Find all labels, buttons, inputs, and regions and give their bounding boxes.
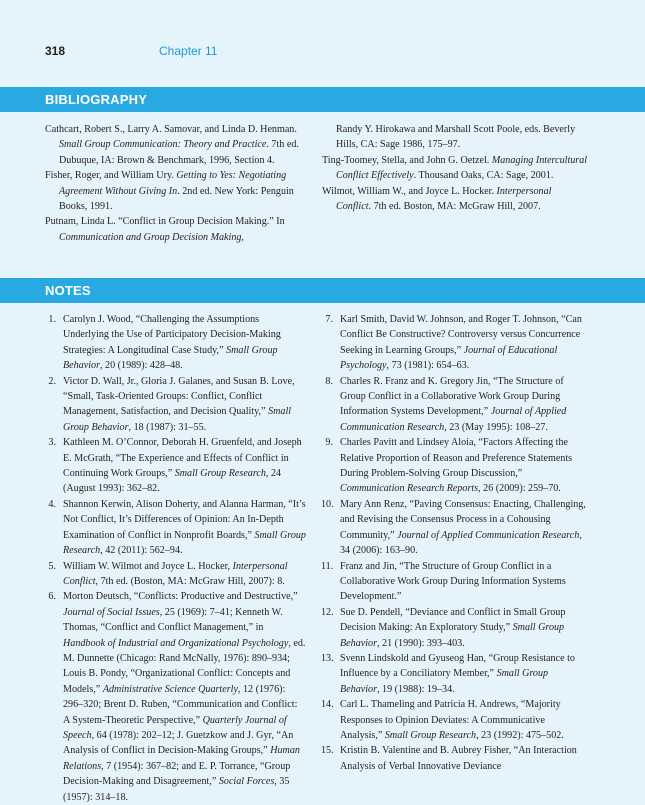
citation-text: William W. Wilmot and Joyce L. Hocker, bbox=[63, 560, 233, 572]
note-number: 12. bbox=[321, 606, 334, 618]
notes-heading: NOTES bbox=[45, 283, 91, 298]
chapter-label: Chapter 11 bbox=[159, 44, 218, 58]
note-number: 15. bbox=[321, 745, 334, 757]
citation-text: , bbox=[241, 231, 244, 243]
note-item bbox=[44, 435, 306, 497]
citation-text: , 18 (1987): 31–55. bbox=[128, 421, 207, 433]
citation-text: , 12 (1976): 296–320; Brent D. Ruben, “Communication and Conflict: A System-Theoretic Perspective,” bbox=[63, 683, 298, 726]
citation-title: Quarterly Journal of Speech bbox=[63, 714, 287, 741]
note-number: 9. bbox=[325, 437, 333, 449]
citation-text: , 24 (August 1993): 362–82. bbox=[63, 468, 282, 495]
notes-right-column bbox=[321, 312, 588, 774]
notes-list bbox=[44, 312, 306, 805]
running-header bbox=[45, 44, 218, 58]
citation-title: Small Group Behavior bbox=[63, 406, 292, 433]
citation-text: . 7th ed. Dubuque, IA: Brown & Benchmark, 1996, Section 4. bbox=[59, 139, 299, 166]
citation-title: Interpersonal Conflict bbox=[336, 185, 552, 213]
note-number: 11. bbox=[321, 560, 334, 572]
note-item bbox=[321, 697, 588, 743]
citation-title: Small Group Research bbox=[174, 468, 266, 480]
bibliography-heading: BIBLIOGRAPHY bbox=[45, 92, 148, 107]
citation-text: , 25 (1969): 7–41; Kenneth W. Thomas, “Conflict and Conflict Management,” in bbox=[63, 606, 283, 634]
citation-title: Getting to Yes: Negotiating Agreement Without Giving In bbox=[59, 170, 287, 197]
citation-text: Franz and Jin, “The Structure of Group Conflict in a Collaborative Work Group During Information Systems Development.” bbox=[340, 560, 566, 603]
note-number: 6. bbox=[48, 591, 56, 603]
citation-title: Small Group Behavior bbox=[340, 668, 549, 695]
citation-title: Small Group Research bbox=[63, 529, 306, 557]
bibliography-entry bbox=[45, 214, 305, 245]
citation-title: Communication Research Reports bbox=[340, 483, 479, 495]
note-number: 4. bbox=[48, 498, 56, 510]
note-number: 14. bbox=[321, 699, 334, 711]
citation-text: , 26 (2009): 259–70. bbox=[478, 483, 561, 495]
citation-title: Interpersonal Conflict bbox=[63, 560, 288, 587]
citation-text: Karl Smith, David W. Johnson, and Roger T. Johnson, “Can Conflict Be Constructive? Controversy versus Concurrence Seeking in Learning Groups,” bbox=[340, 314, 582, 356]
citation-title: Small Group Behavior bbox=[63, 344, 278, 372]
citation-text: Mary Ann Renz, “Paving Consensus: Enacting, Challenging, and Revising the Consensus Process in a Cohousing Community,” bbox=[340, 498, 586, 541]
citation-text: , 7th ed. (Boston, MA: McGraw Hill, 2007): 8. bbox=[95, 575, 285, 587]
citation-text: . 2nd ed. New York: Penguin Books, 1991. bbox=[59, 185, 294, 213]
citation-title: Journal of Social Issues bbox=[63, 606, 160, 618]
citation-title: Handbook of Industrial and Organizational Psychology bbox=[63, 637, 289, 649]
note-item bbox=[321, 312, 588, 374]
note-number: 13. bbox=[321, 652, 334, 664]
bibliography-entry bbox=[322, 184, 588, 215]
note-item bbox=[321, 651, 588, 697]
note-item bbox=[44, 374, 306, 436]
bibliography-right-column bbox=[322, 122, 588, 214]
citation-title: Social Forces bbox=[218, 776, 275, 788]
note-number: 10. bbox=[321, 498, 334, 510]
citation-text: . 7th ed. Boston, MA: McGraw Hill, 2007. bbox=[368, 201, 541, 213]
citation-text: Svenn Lindskold and Gyuseog Han, “Group Resistance to Influence by a Conciliatory Member,” bbox=[340, 652, 575, 680]
note-number: 3. bbox=[48, 437, 56, 449]
citation-text: , 20 (1989): 428–48. bbox=[100, 360, 183, 372]
citation-text: Randy Y. Hirokawa and Marshall Scott Poole, eds. Beverly Hills, CA: Sage 1986, 175–97. bbox=[336, 124, 576, 151]
citation-title: Communication and Group Decision Making bbox=[59, 231, 242, 243]
citation-title: Small Group Research bbox=[384, 729, 477, 741]
citation-title: Small Group Behavior bbox=[340, 622, 565, 649]
notes-list bbox=[321, 312, 588, 774]
note-number: 2. bbox=[48, 375, 56, 387]
citation-text: , 21 (1990): 393–403. bbox=[377, 637, 465, 649]
citation-text: . Thousand Oaks, CA: Sage, 2001. bbox=[413, 170, 554, 182]
citation-text: Fisher, Roger, and William Ury. bbox=[45, 170, 177, 182]
note-item bbox=[321, 435, 588, 497]
citation-text: , 35 (1957): 314–18. bbox=[63, 776, 290, 803]
citation-text: Ting-Toomey, Stella, and John G. Oetzel. bbox=[322, 154, 492, 166]
note-item bbox=[321, 559, 588, 605]
bibliography-entry bbox=[322, 153, 588, 184]
note-item bbox=[321, 605, 588, 651]
citation-text: , ed. M. Dunnette (Chicago: Rand McNally, 1976): 890–934; Louis B. Pondy, “Organizational Conflict: Concepts and Models,” bbox=[63, 637, 306, 695]
note-item bbox=[44, 589, 306, 805]
citation-title: Journal of Applied Communication Research bbox=[340, 406, 567, 433]
citation-text: , 73 (1981): 654–63. bbox=[386, 360, 470, 372]
bibliography-entry bbox=[322, 122, 588, 153]
citation-text: , 19 (1988): 19–34. bbox=[377, 683, 455, 695]
citation-text: , 64 (1978): 202–12; J. Guetzkow and J. Gyr, “An Analysis of Conflict in Decision-Making Groups,” bbox=[63, 729, 294, 757]
citation-text: Cathcart, Robert S., Larry A. Samovar, and Linda D. Henman. bbox=[45, 124, 297, 135]
citation-text: Wilmot, William W., and Joyce L. Hocker. bbox=[322, 185, 497, 197]
note-item bbox=[321, 743, 588, 774]
note-number: 7. bbox=[325, 314, 333, 325]
citation-text: Morton Deutsch, “Conflicts: Productive and Destructive,” bbox=[63, 591, 298, 603]
citation-text: , 23 (May 1995): 108–27. bbox=[444, 421, 548, 433]
page-number: 318 bbox=[45, 44, 66, 58]
note-item bbox=[321, 497, 588, 559]
bibliography-heading-band bbox=[0, 87, 645, 112]
citation-text: Sue D. Pendell, “Deviance and Conflict in Small Group Decision Making: An Exploratory Study,” bbox=[340, 606, 566, 634]
citation-title: Human Relations bbox=[63, 745, 300, 772]
citation-text: , 7 (1954): 367–82; and E. P. Torrance, “Group Decision-Making and Disagreement,” bbox=[63, 760, 291, 788]
citation-title: Small Group Communication: Theory and Practice bbox=[59, 139, 267, 151]
citation-text: Charles R. Franz and K. Gregory Jin, “The Structure of Group Conflict in a Collaborative Work Group During Information Systems Development,” bbox=[340, 375, 564, 418]
citation-text: , 23 (1992): 475–502. bbox=[476, 729, 564, 741]
note-item bbox=[44, 312, 306, 374]
bibliography-entry bbox=[45, 122, 305, 168]
note-number: 8. bbox=[325, 375, 333, 387]
note-number: 5. bbox=[48, 560, 56, 572]
citation-text: Putnam, Linda L. “Conflict in Group Decision Making.” In bbox=[45, 216, 285, 228]
citation-text: , 34 (2006): 163–90. bbox=[340, 529, 582, 557]
note-item bbox=[321, 374, 588, 436]
citation-title: Administrative Science Quarterly bbox=[102, 683, 238, 695]
note-item bbox=[44, 559, 306, 590]
notes-left-column bbox=[44, 312, 306, 805]
bibliography-left-column bbox=[45, 122, 305, 245]
citation-title: Journal of Educational Psychology bbox=[340, 344, 558, 372]
citation-text: Charles Pavitt and Lindsey Aloia, “Factors Affecting the Relative Proportion of Reason and Preference Statements During Problem-Solving Group Discussion,” bbox=[340, 437, 573, 480]
citation-text: Kristin B. Valentine and B. Aubrey Fisher, “An Interaction Analysis of Verbal Innovative Deviance bbox=[340, 745, 577, 772]
citation-text: Victor D. Wall, Jr., Gloria J. Galanes, and Susan B. Love, “Small, Task-Oriented Groups: Conflict, Conflict Management, Satisfaction, and Decision Quality,” bbox=[63, 375, 295, 418]
note-number: 1. bbox=[48, 314, 56, 325]
citation-text: Carl L. Thameling and Patricia H. Andrews, “Majority Responses to Opinion Deviates: A Communicative Analysis,” bbox=[340, 699, 561, 741]
citation-text: Shannon Kerwin, Alison Doherty, and Alanna Harman, “It’s Not Conflict, It’s Differences of Opinion: An In-Depth Examination of Conflict in Nonprofit Boards,” bbox=[63, 498, 306, 541]
note-item bbox=[44, 497, 306, 559]
citation-text: Kathleen M. O’Connor, Deborah H. Gruenfeld, and Joseph E. McGrath, “The Experience and Effects of Conflict in Continuing Work Groups,” bbox=[63, 437, 302, 480]
bibliography-entry bbox=[45, 168, 305, 214]
citation-title: Journal of Applied Communication Research bbox=[397, 529, 580, 541]
citation-title: Managing Intercultural Conflict Effectively bbox=[336, 154, 588, 182]
citation-text: , 42 (2011): 562–94. bbox=[100, 545, 183, 557]
notes-heading-band bbox=[0, 278, 645, 303]
citation-text: Carolyn J. Wood, “Challenging the Assumptions Underlying the Use of Participatory Decision-Making Strategies: A Longitudinal Case Study,” bbox=[63, 314, 281, 356]
